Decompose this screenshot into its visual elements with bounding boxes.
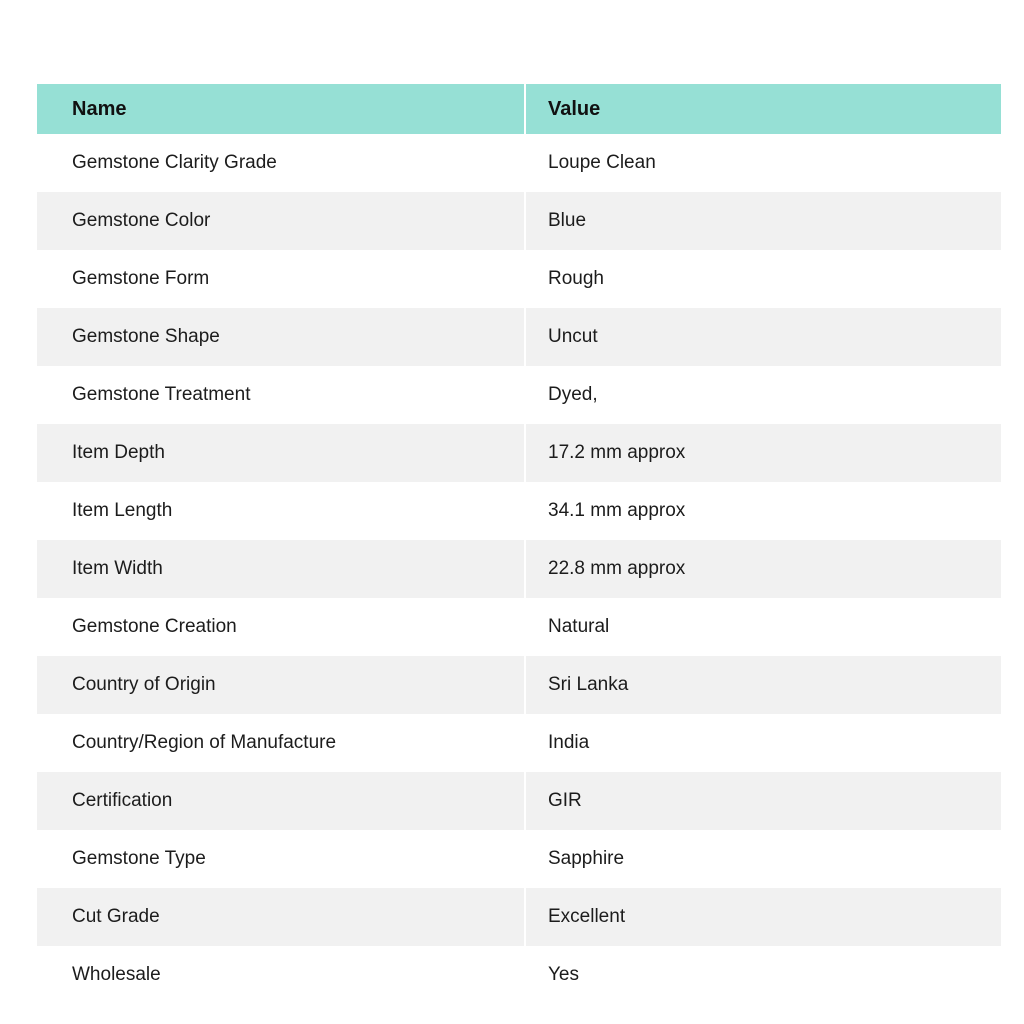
table-row <box>37 888 1001 946</box>
attribute-name-cell: Gemstone Shape <box>37 308 525 366</box>
table-row <box>37 946 1001 1004</box>
table-row <box>37 250 1001 308</box>
table-row <box>37 482 1001 540</box>
table-row <box>37 830 1001 888</box>
table-row <box>37 772 1001 830</box>
attribute-value-cell: Loupe Clean <box>525 134 1001 192</box>
table-row <box>37 308 1001 366</box>
attribute-value-cell: 34.1 mm approx <box>525 482 1001 540</box>
attribute-value-cell: Blue <box>525 192 1001 250</box>
attribute-name-cell: Gemstone Treatment <box>37 366 525 424</box>
attribute-value-cell: Excellent <box>525 888 1001 946</box>
attribute-name-cell: Gemstone Clarity Grade <box>37 134 525 192</box>
attribute-value-cell: Yes <box>525 946 1001 1004</box>
attribute-value-cell: Rough <box>525 250 1001 308</box>
attribute-value-cell: Dyed, <box>525 366 1001 424</box>
attribute-name-cell: Country/Region of Manufacture <box>37 714 525 772</box>
table-row <box>37 134 1001 192</box>
table-row <box>37 192 1001 250</box>
attribute-name-cell: Cut Grade <box>37 888 525 946</box>
attribute-value-cell: India <box>525 714 1001 772</box>
attribute-value-cell: Sri Lanka <box>525 656 1001 714</box>
attribute-name-cell: Gemstone Creation <box>37 598 525 656</box>
column-header-name: Name <box>37 84 525 134</box>
attribute-name-cell: Item Depth <box>37 424 525 482</box>
attribute-name-cell: Item Length <box>37 482 525 540</box>
attribute-name-cell: Gemstone Form <box>37 250 525 308</box>
table-row <box>37 656 1001 714</box>
table-header-row <box>37 84 1001 134</box>
table-row <box>37 598 1001 656</box>
item-specifics-table <box>37 84 1001 1004</box>
attribute-name-cell: Gemstone Type <box>37 830 525 888</box>
attribute-value-cell: Sapphire <box>525 830 1001 888</box>
table-row <box>37 540 1001 598</box>
attribute-name-cell: Item Width <box>37 540 525 598</box>
attribute-value-cell: Natural <box>525 598 1001 656</box>
attribute-value-cell: 17.2 mm approx <box>525 424 1001 482</box>
column-header-value: Value <box>525 84 1001 134</box>
attribute-value-cell: 22.8 mm approx <box>525 540 1001 598</box>
attribute-value-cell: Uncut <box>525 308 1001 366</box>
attribute-name-cell: Wholesale <box>37 946 525 1004</box>
attribute-name-cell: Gemstone Color <box>37 192 525 250</box>
table-row <box>37 424 1001 482</box>
attribute-value-cell: GIR <box>525 772 1001 830</box>
attribute-name-cell: Certification <box>37 772 525 830</box>
attribute-name-cell: Country of Origin <box>37 656 525 714</box>
item-specifics-table-container <box>37 84 1001 1004</box>
table-row <box>37 366 1001 424</box>
table-row <box>37 714 1001 772</box>
